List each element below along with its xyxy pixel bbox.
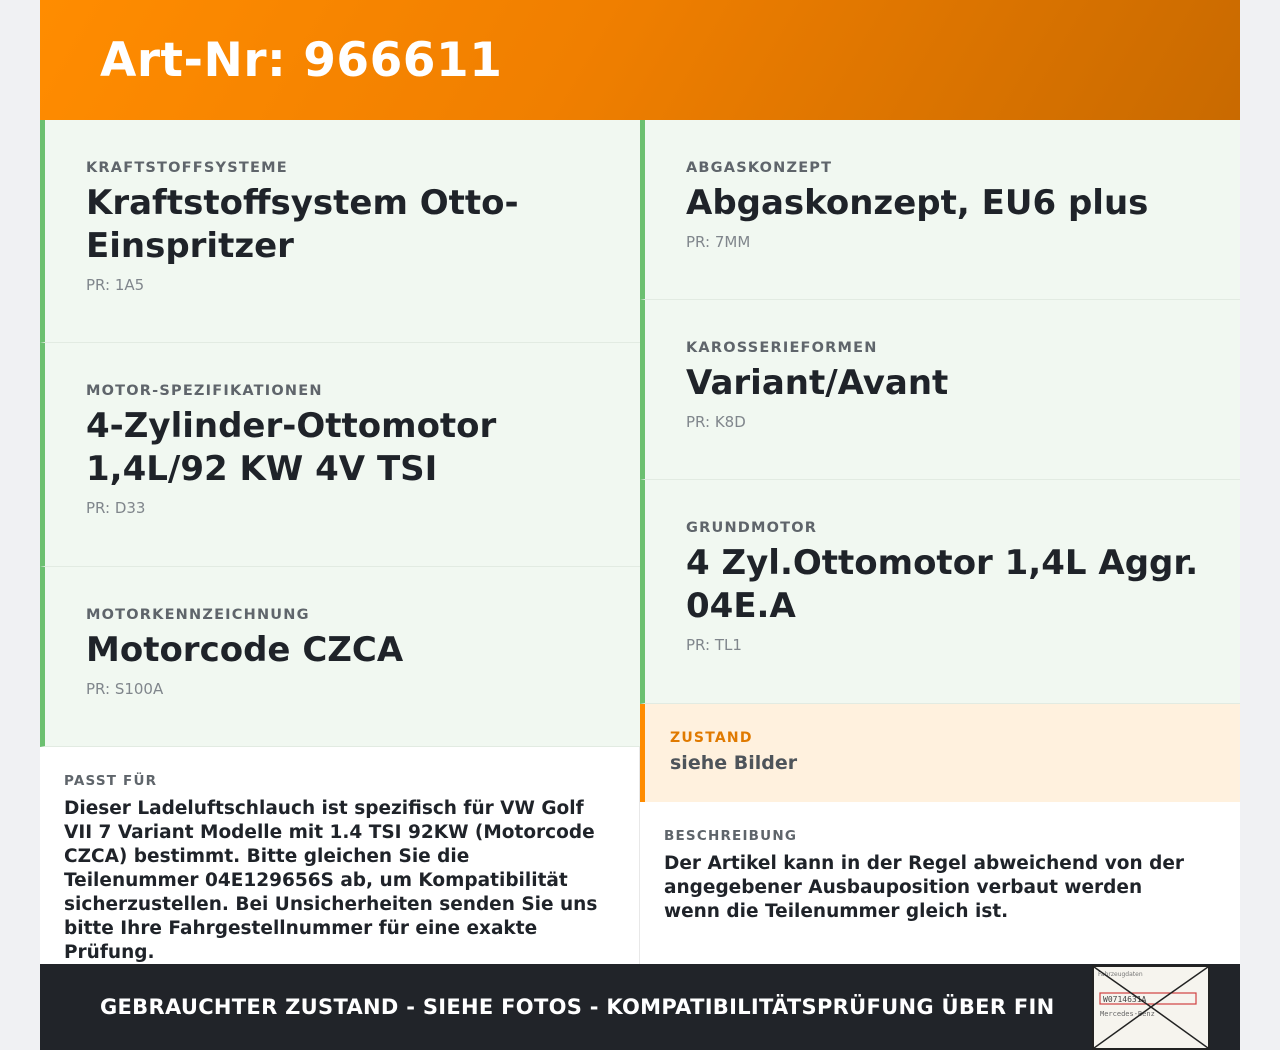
spec-grid <box>40 120 1240 964</box>
spec-card-karosserieformen <box>640 300 1240 480</box>
page-header <box>40 0 1240 120</box>
beschreibung-section <box>640 802 1240 964</box>
spec-value: Motorcode CZCA <box>86 630 404 670</box>
spec-label: KAROSSERIEFORMEN <box>686 340 878 356</box>
spec-pr-code: PR: TL1 <box>686 636 742 654</box>
thumb-make-text: Mercedes-Benz <box>1100 1010 1155 1018</box>
passt-fuer-label: PASST FÜR <box>64 773 158 789</box>
spec-label: KRAFTSTOFFSYSTEME <box>86 160 288 176</box>
footer-banner-text: GEBRAUCHTER ZUSTAND - SIEHE FOTOS - KOMPATIBILITÄTSPRÜFUNG ÜBER FIN <box>100 995 1055 1019</box>
spec-value: 4-Zylinder-Ottomotor 1,4L/92 KW 4V TSI <box>86 406 497 489</box>
spec-card-motorkennzeichnung <box>40 567 640 747</box>
spec-pr-code: PR: 7MM <box>686 233 751 251</box>
passt-fuer-section <box>40 747 640 964</box>
zustand-section <box>640 704 1240 802</box>
passt-fuer-text: Dieser Ladeluftschlauch ist spezifisch für VW Golf VII 7 Variant Modelle mit 1.4 TSI 92KW (Motorcode CZCA) bestimmt. Bitte gleichen Sie die Teilenummer 04E129656S ab, um Kompatibilität sicherzustellen. Bei Unsicherheiten senden Sie uns bitte Ihre Fahrgestellnummer für eine exakte Prüfung. <box>64 798 598 963</box>
spec-pr-code: PR: D33 <box>86 499 146 517</box>
right-column <box>640 120 1240 964</box>
article-number-title: Art-Nr: 966611 <box>100 32 503 88</box>
spec-value: Abgaskonzept, EU6 plus <box>686 183 1149 223</box>
beschreibung-text: Der Artikel kann in der Regel abweichend von der angegebener Ausbauposition verbaut werden wenn die Teilenummer gleich ist. <box>664 853 1185 922</box>
spec-value: 4 Zyl.Ottomotor 1,4L Aggr. 04E.A <box>686 543 1199 626</box>
vehicle-document-thumbnail[interactable] <box>1092 965 1210 1050</box>
document-image <box>1094 967 1208 1048</box>
spec-card-grundmotor <box>640 480 1240 704</box>
zustand-text: siehe Bilder <box>670 752 798 774</box>
beschreibung-label: BESCHREIBUNG <box>664 828 798 844</box>
spec-card-kraftstoffsysteme <box>40 120 640 343</box>
spec-pr-code: PR: S100A <box>86 680 164 698</box>
product-sheet <box>40 0 1240 1050</box>
spec-card-motor-spezifikationen <box>40 343 640 567</box>
thumb-header-text: Fahrzeugdaten <box>1098 971 1143 978</box>
left-column <box>40 120 640 964</box>
page-footer <box>40 964 1240 1050</box>
thumb-vin-text: W0714631A <box>1103 995 1147 1004</box>
spec-label: GRUNDMOTOR <box>686 520 818 536</box>
zustand-label: ZUSTAND <box>670 730 753 746</box>
spec-card-abgaskonzept <box>640 120 1240 300</box>
spec-label: ABGASKONZEPT <box>686 160 833 176</box>
spec-label: MOTOR-SPEZIFIKATIONEN <box>86 383 323 399</box>
spec-pr-code: PR: 1A5 <box>86 276 145 294</box>
spec-label: MOTORKENNZEICHNUNG <box>86 607 310 623</box>
spec-value: Variant/Avant <box>686 363 949 403</box>
spec-value: Kraftstoffsystem Otto-Einspritzer <box>86 183 519 266</box>
spec-pr-code: PR: K8D <box>686 413 746 431</box>
